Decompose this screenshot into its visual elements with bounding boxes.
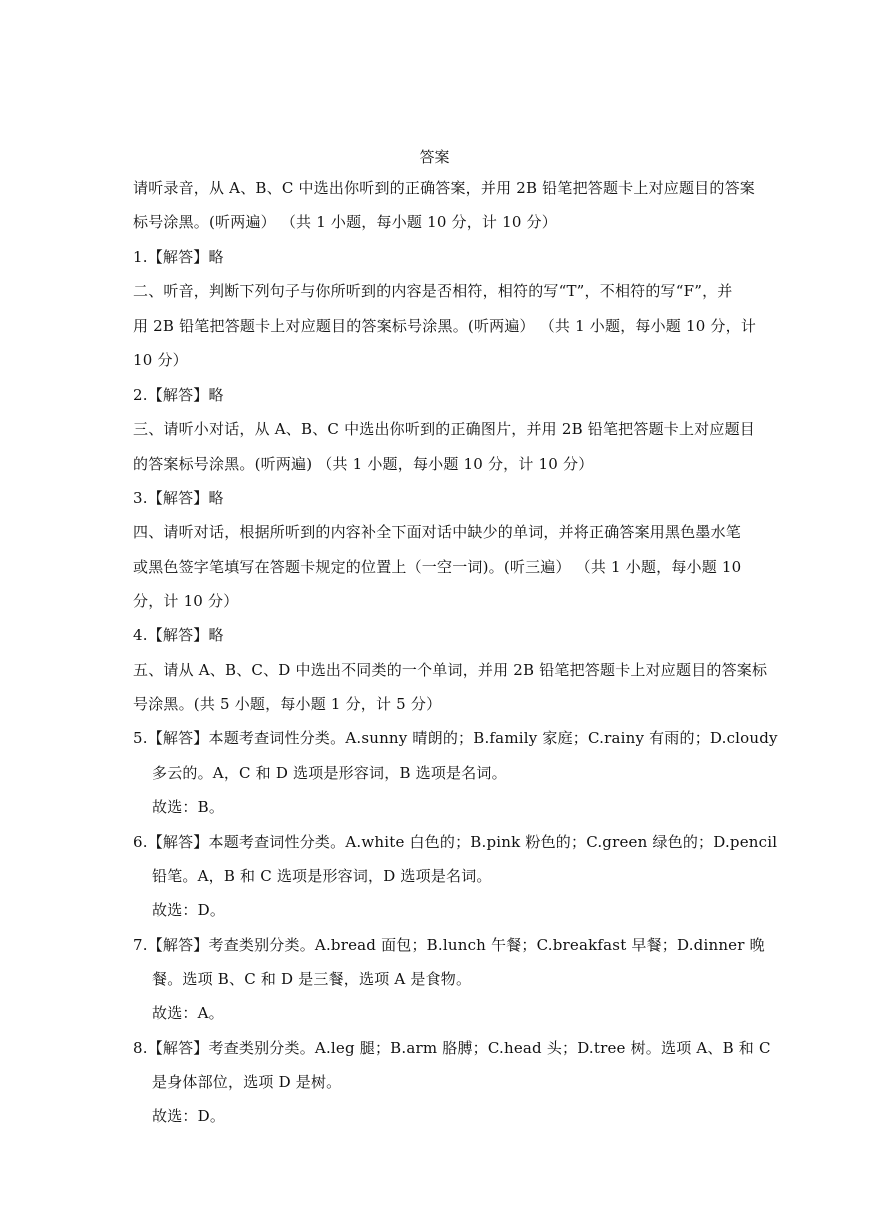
answer-7-line-1: 7.【解答】考查类别分类。A.bread 面包；B.lunch 午餐；C.breakfast 早餐；D.dinner 晚 (133, 936, 765, 954)
section-2-instruction-line-2: 用 2B 铅笔把答题卡上对应题目的答案标号涂黑。(听两遍） （共 1 小题，每小题 10 分，计 (133, 317, 757, 335)
answer-4: 4.【解答】略 (133, 626, 224, 644)
section-3-instruction-line-2: 的答案标号涂黑。(听两遍) （共 1 小题，每小题 10 分，计 10 分） (133, 455, 594, 473)
answer-7-line-2: 餐。选项 B、C 和 D 是三餐，选项 A 是食物。 (152, 970, 472, 988)
section-4-instruction-line-3: 分，计 10 分） (133, 592, 239, 610)
page-title: 答案 (419, 148, 450, 166)
answer-3: 3.【解答】略 (133, 489, 224, 507)
answer-2: 2.【解答】略 (133, 386, 224, 404)
answer-8-line-2: 是身体部位，选项 D 是树。 (152, 1073, 342, 1091)
answer-5-line-2: 多云的。A，C 和 D 选项是形容词，B 选项是名词。 (152, 764, 507, 782)
section-1-instruction-line-2: 标号涂黑。(听两遍） （共 1 小题，每小题 10 分，计 10 分） (133, 213, 557, 231)
answer-6-line-1: 6.【解答】本题考查词性分类。A.white 白色的；B.pink 粉色的；C.green 绿色的；D.pencil (133, 833, 778, 851)
section-4-instruction-line-1: 四、请听对话，根据所听到的内容补全下面对话中缺少的单词，并将正确答案用黑色墨水笔 (133, 523, 742, 541)
section-5-instruction-line-1: 五、请从 A、B、C、D 中选出不同类的一个单词，并用 2B 铅笔把答题卡上对应题目的答案标 (133, 661, 768, 679)
section-5-instruction-line-2: 号涂黑。(共 5 小题，每小题 1 分，计 5 分） (133, 695, 442, 713)
answer-8-line-1: 8.【解答】考查类别分类。A.leg 腿；B.arm 胳膊；C.head 头；D.tree 树。选项 A、B 和 C (133, 1039, 771, 1057)
section-4-instruction-line-2: 或黑色签字笔填写在答题卡规定的位置上（一空一词)。(听三遍） （共 1 小题，每小题 10 (133, 558, 742, 576)
section-2-instruction-line-1: 二、听音，判断下列句子与你所听到的内容是否相符，相符的写“T”，不相符的写“F”，并 (133, 282, 733, 300)
section-1-instruction-line-1: 请听录音，从 A、B、C 中选出你听到的正确答案，并用 2B 铅笔把答题卡上对应题目的答案 (133, 179, 755, 197)
answer-1: 1.【解答】略 (133, 248, 224, 266)
answer-5-choice: 故选：B。 (152, 798, 225, 816)
section-3-instruction-line-1: 三、请听小对话，从 A、B、C 中选出你听到的正确图片，并用 2B 铅笔把答题卡上对应题目 (133, 420, 755, 438)
answer-7-choice: 故选：A。 (152, 1004, 224, 1022)
section-2-instruction-line-3: 10 分） (133, 351, 188, 369)
answer-5-line-1: 5.【解答】本题考查词性分类。A.sunny 晴朗的；B.family 家庭；C.rainy 有雨的；D.cloudy (133, 729, 778, 747)
answer-6-line-2: 铅笔。A，B 和 C 选项是形容词，D 选项是名词。 (152, 867, 492, 885)
answer-8-choice: 故选：D。 (152, 1107, 226, 1125)
answer-6-choice: 故选：D。 (152, 901, 226, 919)
